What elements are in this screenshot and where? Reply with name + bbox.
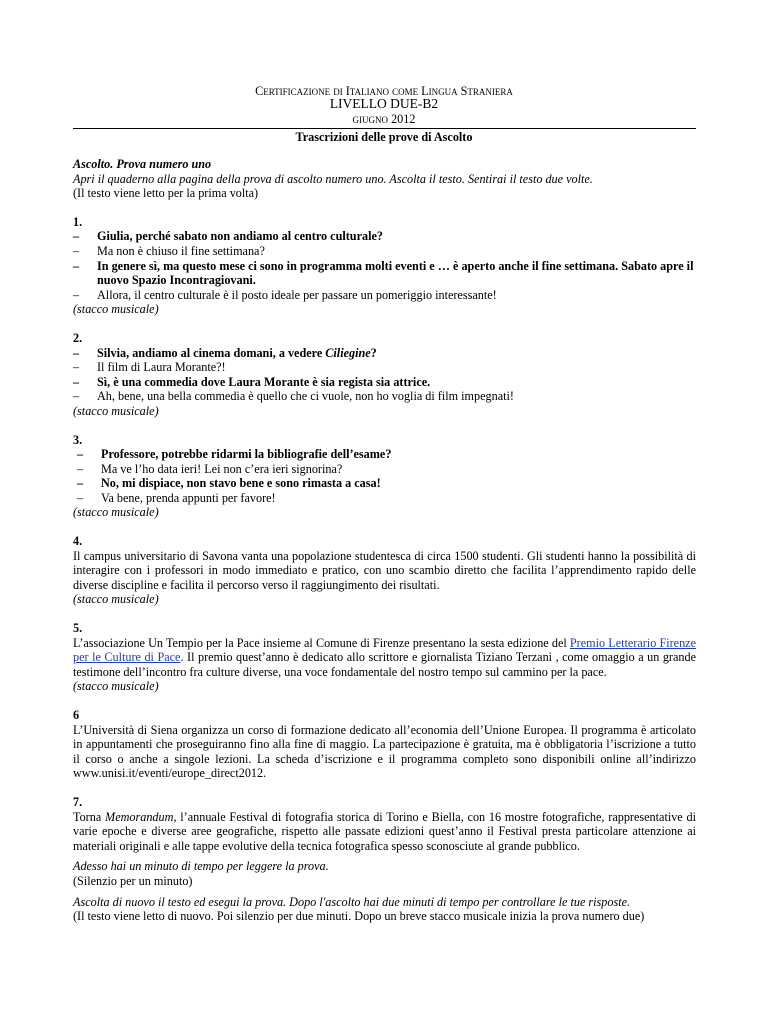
stacco-musicale: (stacco musicale)	[73, 505, 159, 520]
dialogue-line: – Professore, potrebbe ridarmi la bibliografie dell’esame?	[77, 447, 392, 462]
section-number: 2.	[73, 330, 83, 345]
section-number: 5.	[73, 621, 83, 636]
dialogue-line: – Sì, è una commedia dove Laura Morante è sia regista sia attrice.	[73, 374, 431, 389]
level-title: LIVELLO DUE-B2	[329, 96, 439, 111]
dialogue-line: – In genere sì, ma questo mese ci sono in programma molti eventi e … è aperto anche il fine settimana. Sabato apre il nuovo Spazio Incontragiovani.	[73, 258, 694, 288]
section-paragraph: L’associazione Un Tempio per la Pace insieme al Comune di Firenze presentano la sesta edizione del Premio Letterario Firenze per le Culture di Pace. Il premio quest’anno è dedicato allo scrittore e giornalista Tiziano Terzani , come omaggio a un grande testimone dell’incontro fra culture diverse, una voce fondamentale del nostro tempo sul cammino per la pace.	[73, 635, 696, 679]
transcript-body	[73, 157, 696, 924]
second-listening-note: (Il testo viene letto di nuovo. Poi silenzio per due minuti. Dopo un breve stacco musicale inizia la prova numero due)	[73, 909, 645, 924]
section-number: 7.	[73, 794, 83, 809]
stacco-musicale: (stacco musicale)	[73, 403, 159, 418]
dialogue-line: – Va bene, prenda appunti per favore!	[77, 490, 276, 505]
section-paragraph: Il campus universitario di Savona vanta una popolazione studentesca di circa 1500 studenti. Gli studenti hanno la possibilità di interagire con i professori in modo immediato e pratico, con uno scambio diretto che facilita l’apprendimento rapido delle diverse discipline e facilita il percorso verso il raggiungimento dei risultati.	[73, 548, 696, 592]
second-listening-instruction: Ascolta di nuovo il testo ed esegui la prova. Dopo l'ascolto hai due minuti di tempo per controllare le tue risposte.	[73, 894, 631, 909]
intro-instruction: Apri il quaderno alla pagina della prova di ascolto numero uno. Ascolta il testo. Sentirai il testo due volte.	[73, 171, 593, 186]
dialogue-line: – Il film di Laura Morante?!	[73, 360, 226, 375]
section-heading: Ascolto. Prova numero uno	[73, 157, 212, 171]
reading-instruction: Adesso hai un minuto di tempo per leggere la prova.	[73, 859, 329, 874]
section-number: 3.	[73, 432, 83, 447]
dialogue-line: – Giulia, perché sabato non andiamo al centro culturale?	[73, 229, 383, 244]
stacco-musicale: (stacco musicale)	[73, 302, 159, 317]
festival-title: Memorandum	[105, 809, 174, 824]
exam-date: giugno 2012	[352, 112, 416, 126]
dialogue-line: – Ma ve l’ho data ieri! Lei non c’era ieri signorina?	[77, 461, 343, 476]
dialogue-line: – Ah, bene, una bella commedia è quello che ci vuole, non ho voglia di film impegnati!	[73, 389, 514, 404]
section-number: 6	[73, 708, 80, 722]
film-title: Ciliegine	[325, 345, 371, 360]
stacco-musicale: (stacco musicale)	[73, 679, 159, 694]
header-rule	[73, 128, 696, 129]
dialogue-line: – Silvia, andiamo al cinema domani, a vedere Ciliegine?	[73, 345, 377, 360]
section-number: 4.	[73, 534, 83, 549]
dialogue-line: – No, mi dispiace, non stavo bene e sono rimasta a casa!	[77, 476, 381, 491]
section-number: 1.	[73, 214, 83, 229]
section-paragraph: L’Università di Siena organizza un corso di formazione dedicato all’economia dell’Unione Europea. Il programma è articolato in appuntamenti che proseguiranno fino alla fine di maggio. La partecipazione è gratuita, ma è obbligatoria l’iscrizione a tutto il corso o anche a singole lezioni. La scheda d’iscrizione e il programma completo sono disponibili online all’indirizzo www.unisi.it/eventi/europe_direct2012.	[73, 722, 696, 781]
document-subtitle: Trascrizioni delle prove di Ascolto	[295, 130, 473, 144]
reading-note: (Silenzio per un minuto)	[73, 873, 193, 888]
certification-title: Certificazione di Italiano come Lingua Straniera	[255, 84, 513, 98]
intro-note: (Il testo viene letto per la prima volta)	[73, 186, 259, 201]
premio-letterario-link[interactable]: Premio Letterario Firenze per le Culture di Pace	[73, 635, 696, 665]
section-paragraph: Torna Memorandum, l’annuale Festival di fotografia storica di Torino e Biella, con 16 mostre fotografiche, rappresentative di varie epoche e diverse aree geografiche, rispetto alle passate edizioni quest’anno il Festival presta particolare attenzione ai materiali originali e alle tappe evolutive della tecnica fotografica spesso sconosciute al grande pubblico.	[73, 809, 696, 853]
dialogue-line: – Allora, il centro culturale è il posto ideale per passare un pomeriggio interessante!	[73, 287, 497, 302]
dialogue-line: – Ma non è chiuso il fine settimana?	[73, 243, 265, 258]
stacco-musicale: (stacco musicale)	[73, 592, 159, 607]
